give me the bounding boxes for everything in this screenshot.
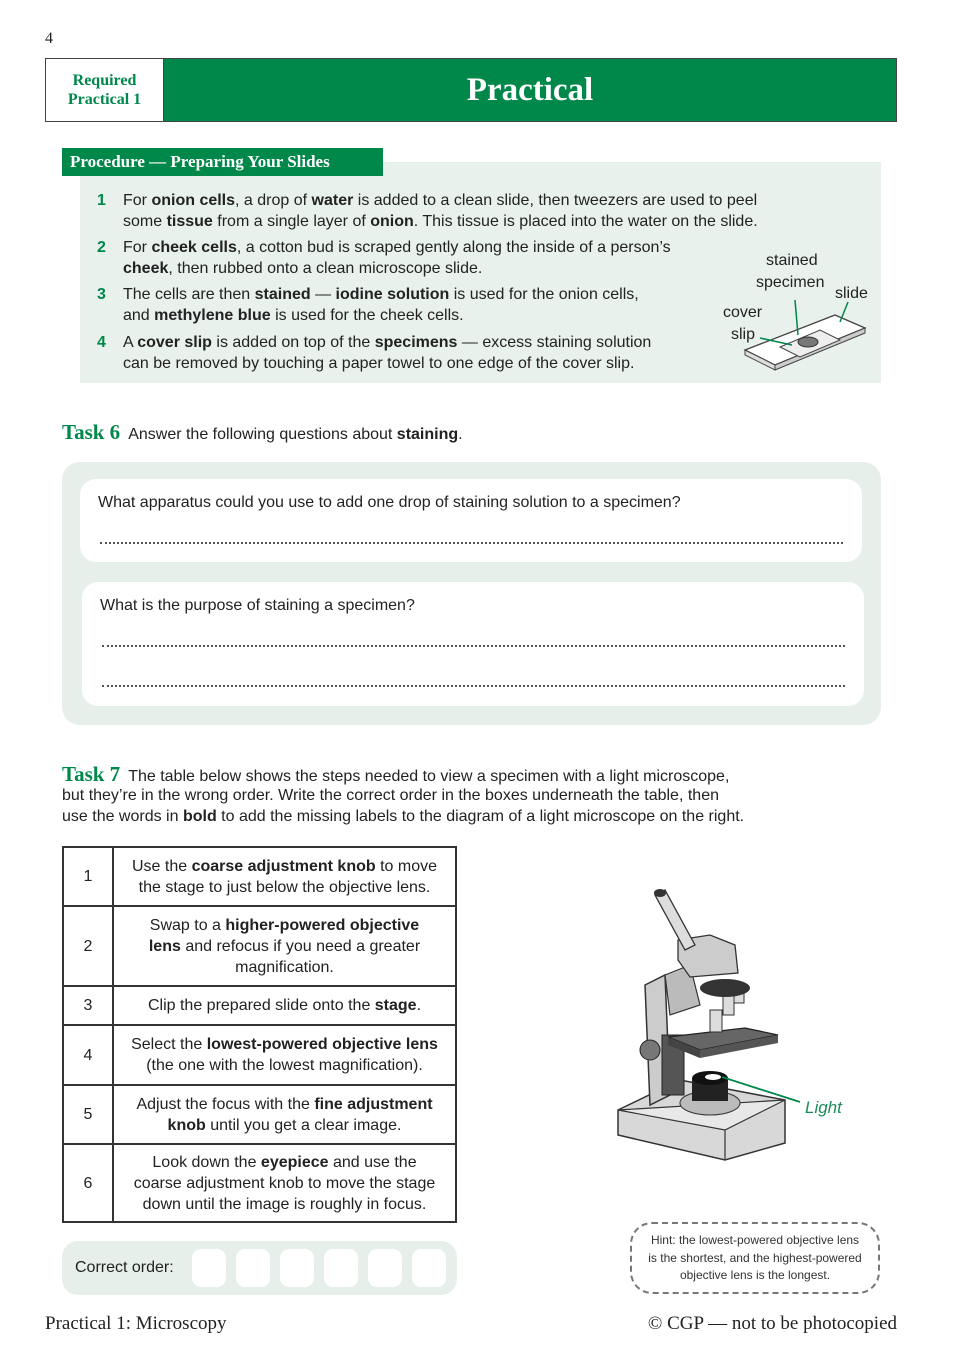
page-header — [45, 58, 897, 122]
step-line — [118, 1055, 451, 1076]
step-line — [123, 284, 639, 305]
text: is added on top of the — [211, 334, 375, 351]
hint-box — [630, 1222, 880, 1294]
order-answer-box[interactable] — [192, 1249, 226, 1287]
text: Answer the following questions about — [128, 426, 397, 443]
label-cover: cover — [723, 304, 763, 321]
step-number: 6 — [63, 1144, 113, 1222]
label-slip: slip — [731, 326, 756, 343]
step-line — [118, 936, 451, 957]
step-line — [118, 1152, 451, 1173]
table-row — [63, 847, 456, 906]
text: , a cotton bud is scraped gently along the inside of a person’s — [236, 239, 671, 256]
bold-text: staining — [396, 426, 459, 443]
text: . — [416, 997, 422, 1014]
text: — — [310, 286, 336, 303]
procedure-title: Procedure — Preparing Your Slides — [62, 148, 383, 176]
table-row — [63, 1144, 456, 1222]
correct-order-area — [62, 1241, 457, 1295]
badge-line-2: Practical 1 — [67, 91, 142, 108]
step-line — [118, 877, 451, 898]
bold-text: lowest-powered objective lens — [206, 1036, 438, 1053]
text: The cells are then — [123, 286, 255, 303]
text: , then rubbed onto a clean microscope slide. — [168, 260, 483, 277]
order-answer-box[interactable] — [412, 1249, 446, 1287]
bold-text: coarse adjustment knob — [191, 857, 376, 875]
order-answer-box[interactable] — [324, 1249, 358, 1287]
step-description — [113, 1025, 456, 1085]
table-row — [63, 986, 456, 1025]
step-line — [123, 190, 757, 211]
step-description — [113, 1085, 456, 1144]
step-description — [113, 986, 456, 1025]
task7-heading — [62, 762, 729, 787]
task7-label: Task 7 — [62, 762, 121, 786]
answer-line-1[interactable] — [100, 542, 843, 544]
order-answer-box[interactable] — [236, 1249, 270, 1287]
table-row — [63, 1085, 456, 1144]
bold-text: bold — [182, 808, 217, 825]
bold-text: tissue — [166, 213, 213, 230]
question-1: What apparatus could you use to add one drop of staining solution to a specimen? — [98, 494, 681, 511]
text: use the words in — [62, 808, 183, 825]
bold-text: cheek cells — [151, 239, 237, 256]
step-line — [118, 1173, 451, 1194]
table-row — [63, 906, 456, 986]
bold-text: stained — [254, 286, 311, 303]
step-number: 3 — [97, 286, 106, 303]
label-slide: slide — [835, 285, 868, 302]
text: (the one with the lowest magnification). — [146, 1057, 423, 1074]
microscope-diagram — [610, 885, 850, 1170]
text: Select the — [131, 1036, 207, 1053]
step-line — [118, 995, 451, 1016]
text: can be removed by touching a paper towel to one edge of the cover slip. — [123, 355, 635, 372]
text: Use the — [132, 857, 192, 875]
bold-text: knob — [167, 1116, 206, 1134]
bold-text: cover slip — [137, 334, 212, 351]
text: magnification. — [235, 958, 334, 976]
step-line — [123, 353, 634, 374]
text: some — [123, 213, 167, 230]
bold-text: specimens — [374, 334, 458, 351]
text: A — [123, 334, 138, 351]
step-line — [123, 211, 758, 232]
required-practical-badge — [46, 59, 164, 121]
text: . — [458, 426, 463, 443]
step-number: 2 — [63, 906, 113, 986]
step-description — [113, 906, 456, 986]
task7-line-3 — [62, 808, 744, 826]
step-number: 1 — [97, 192, 106, 209]
bold-text: onion cells — [151, 192, 236, 209]
answer-line-2a[interactable] — [102, 645, 845, 647]
text: from a single layer of — [212, 213, 371, 230]
bold-text: fine adjustment — [314, 1095, 433, 1113]
text: For — [123, 192, 152, 209]
task6-label: Task 6 — [62, 420, 121, 444]
text: to add the missing labels to the diagram of a light microscope on the right. — [216, 808, 745, 825]
task7-line-1: The table below shows the steps needed to view a specimen with a light microscope, — [128, 768, 730, 785]
bold-text: higher-powered objective — [225, 916, 420, 934]
text: Adjust the focus with the — [136, 1095, 315, 1113]
text: to move — [375, 857, 437, 875]
bold-text: iodine solution — [335, 286, 450, 303]
text: Clip the prepared slide onto the — [147, 997, 375, 1014]
step-line — [118, 915, 451, 936]
text: and use the — [328, 1153, 417, 1171]
step-number: 3 — [63, 986, 113, 1025]
task7-line-2: but they’re in the wrong order. Write the correct order in the boxes underneath the table, then — [62, 787, 719, 804]
step-line — [118, 856, 451, 877]
table-row — [63, 1025, 456, 1085]
text: the stage to just below the objective lens. — [138, 878, 431, 896]
step-line — [118, 957, 451, 978]
step-number: 4 — [63, 1025, 113, 1085]
text: down until the image is roughly in focus. — [142, 1195, 427, 1213]
answer-line-2b[interactable] — [102, 685, 845, 687]
text: . This tissue is placed into the water on the slide. — [413, 213, 758, 230]
task6-intro — [128, 426, 462, 443]
text: Swap to a — [149, 916, 226, 934]
text: and refocus if you need a greater — [180, 937, 421, 955]
question-2: What is the purpose of staining a specimen? — [100, 597, 415, 614]
step-number: 2 — [97, 239, 106, 256]
text: — excess staining solution — [457, 334, 652, 351]
page-title: Practical — [164, 59, 896, 121]
text: is used for the cheek cells. — [270, 307, 464, 324]
text: coarse adjustment knob to move the stage — [133, 1174, 436, 1192]
text: is used for the onion cells, — [449, 286, 639, 303]
step-line — [118, 1115, 451, 1136]
step-number: 1 — [63, 847, 113, 906]
text: Look down the — [152, 1153, 261, 1171]
steps-table — [62, 846, 457, 1223]
bold-text: onion — [370, 213, 414, 230]
step-description — [113, 847, 456, 906]
footer-section-title: Practical 1: Microscopy — [45, 1313, 227, 1334]
text: and — [123, 307, 155, 324]
order-answer-box[interactable] — [280, 1249, 314, 1287]
step-number: 4 — [97, 334, 106, 351]
bold-text: cheek — [123, 260, 169, 277]
correct-order-label: Correct order: — [75, 1259, 174, 1276]
hint-line-1: Hint: the lowest-powered objective lens — [650, 1233, 860, 1247]
order-answer-box[interactable] — [368, 1249, 402, 1287]
text: until you get a clear image. — [205, 1116, 402, 1134]
bold-text: eyepiece — [260, 1153, 329, 1171]
label-stained: stained — [766, 252, 818, 269]
text: , a drop of — [235, 192, 312, 209]
step-line — [123, 305, 464, 326]
hint-line-3: objective lens is the longest. — [679, 1268, 831, 1282]
step-description — [113, 1144, 456, 1222]
step-number: 5 — [63, 1085, 113, 1144]
label-specimen: specimen — [756, 274, 825, 291]
hint-line-2: is the shortest, and the highest-powered — [648, 1250, 862, 1265]
page-number: 4 — [45, 30, 53, 47]
step-line — [118, 1194, 451, 1215]
bold-text: water — [311, 192, 354, 209]
footer-copyright: © CGP — not to be photocopied — [647, 1313, 897, 1334]
bold-text: methylene blue — [154, 307, 271, 324]
step-line — [118, 1034, 451, 1055]
text: is added to a clean slide, then tweezers are used to peel — [353, 192, 758, 209]
badge-line-1: Required — [72, 72, 137, 89]
task6-heading — [62, 420, 463, 445]
text: For — [123, 239, 152, 256]
question-1-box — [80, 479, 862, 562]
label-light: Light — [805, 1098, 842, 1117]
bold-text: lens — [148, 937, 181, 955]
step-line — [123, 258, 482, 279]
step-line — [123, 332, 651, 353]
step-line — [118, 1094, 451, 1115]
bold-text: stage — [374, 997, 417, 1014]
step-line — [123, 237, 671, 258]
